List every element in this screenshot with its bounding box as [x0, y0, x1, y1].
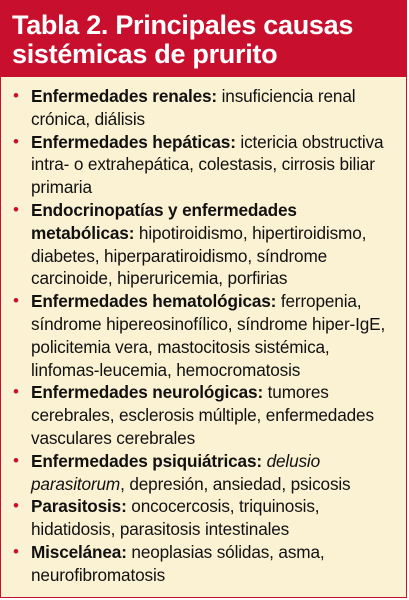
bullet-icon: •: [13, 496, 19, 516]
list-item-endocrine: [13, 199, 396, 290]
item-term: Endocrinopatías y enfermedades metabólicas:: [31, 199, 297, 243]
table-header: [1, 1, 406, 77]
item-term: Enfermedades hepáticas:: [31, 131, 236, 152]
item-text: insuficiencia renal crónica, diálisis: [31, 86, 356, 129]
bullet-icon: •: [13, 131, 19, 151]
list-item-parasitosis: [13, 495, 396, 541]
item-term: Miscelánea:: [31, 541, 127, 562]
item-term: Parasitosis:: [31, 496, 127, 517]
table-title: Tabla 2. Principales causas sistémicas de prurito: [12, 10, 354, 69]
item-text: neoplasias sólidas, asma, neurofibromatosis: [31, 541, 325, 585]
item-text: tumores cerebrales, esclerosis múltiple, enfermedades vasculares cerebrales: [31, 382, 374, 448]
bullet-icon: •: [13, 199, 19, 219]
item-text: oncocercosis, triquinosis, hidatidosis, parasitosis intestinales: [31, 496, 320, 540]
item-italic-text: delusio parasitorum: [31, 450, 320, 494]
bullet-icon: •: [13, 291, 19, 311]
item-term: Enfermedades renales:: [31, 86, 217, 106]
bullet-icon: •: [13, 450, 19, 470]
list-item-neurologic: [13, 381, 396, 449]
item-term: Enfermedades neurológicas:: [31, 382, 264, 403]
cause-list: [1, 77, 406, 587]
item-text: , depresión, ansiedad, psicosis: [120, 473, 351, 494]
item-text: ictericia obstructiva intra- o extrahepática, colestasis, cirrosis biliar primaria: [31, 131, 384, 198]
item-text: ferropenia, síndrome hipereosinofílico, síndrome hiper-IgE, policitemia vera, mastocitosis sistémica, linfomas-leucemia, hemocromatosis: [31, 291, 386, 380]
list-item-hematologic: [13, 290, 396, 381]
bullet-icon: •: [13, 382, 19, 402]
list-item-hepatic: [13, 131, 396, 199]
bullet-icon: •: [13, 541, 19, 561]
item-text: hipotiroidismo, hipertiroidismo, diabetes, hiperparatiroidismo, síndrome carcinoide, hiperuricemia, porfirias: [31, 222, 367, 289]
bullet-icon: •: [13, 86, 19, 105]
list-item-miscellaneous: [13, 541, 396, 587]
item-term: Enfermedades hematológicas:: [31, 291, 277, 312]
list-item-renal: [13, 85, 396, 131]
list-item-psychiatric: [13, 450, 396, 496]
item-term: Enfermedades psiquiátricas:: [31, 450, 262, 471]
